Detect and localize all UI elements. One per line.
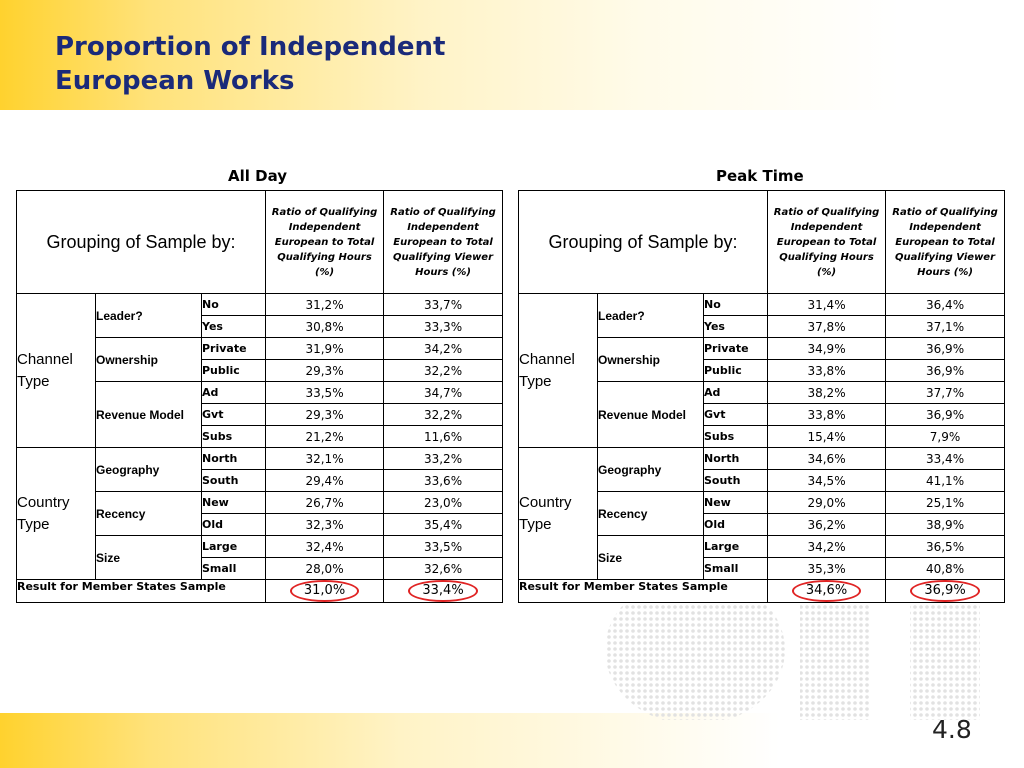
value-cell: 33,4% <box>886 448 1005 470</box>
value-cell: 34,2% <box>384 338 503 360</box>
row-label-yes: Yes <box>704 316 768 338</box>
value-cell: 28,0% <box>266 558 384 580</box>
row-label-old: Old <box>202 514 266 536</box>
slide-number: 4.8 <box>932 715 972 744</box>
value-cell: 29,3% <box>266 360 384 382</box>
value-cell: 29,0% <box>768 492 886 514</box>
value-cell: 32,4% <box>266 536 384 558</box>
value-cell: 35,3% <box>768 558 886 580</box>
value-cell: 33,3% <box>384 316 503 338</box>
value-cell: 33,5% <box>266 382 384 404</box>
circled-result-value: 34,6% <box>792 580 861 602</box>
circled-result-value: 33,4% <box>408 580 477 602</box>
slide-title-line-2: European Works <box>55 66 295 96</box>
row-label-subs: Subs <box>704 426 768 448</box>
slide-title-line-1: Proportion of Independent <box>55 32 446 62</box>
slide-title <box>55 30 445 98</box>
result-row <box>519 580 1005 603</box>
row-label-no: No <box>704 294 768 316</box>
country-type-label: Country Type <box>17 448 96 580</box>
value-cell: 32,6% <box>384 558 503 580</box>
value-cell: 32,3% <box>266 514 384 536</box>
table-row <box>17 294 503 316</box>
ratio-viewer-hours-header: Ratio of Qualifying Independent European to Total Qualifying Viewer Hours (%) <box>886 191 1005 294</box>
value-cell: 36,9% <box>886 360 1005 382</box>
value-cell: 31,2% <box>266 294 384 316</box>
value-cell: 33,5% <box>384 536 503 558</box>
value-cell: 34,2% <box>768 536 886 558</box>
value-cell: 15,4% <box>768 426 886 448</box>
value-cell: 36,9% <box>886 338 1005 360</box>
value-cell: 36,2% <box>768 514 886 536</box>
value-cell: 37,7% <box>886 382 1005 404</box>
value-cell: 40,8% <box>886 558 1005 580</box>
result-label: Result for Member States Sample <box>17 580 266 603</box>
value-cell: 23,0% <box>384 492 503 514</box>
table-header-row <box>519 191 1005 294</box>
result-row <box>17 580 503 603</box>
row-label-large: Large <box>704 536 768 558</box>
row-label-old: Old <box>704 514 768 536</box>
value-cell: 36,4% <box>886 294 1005 316</box>
value-cell: 33,6% <box>384 470 503 492</box>
row-label-new: New <box>202 492 266 514</box>
size-label: Size <box>96 536 202 580</box>
leader-label: Leader? <box>96 294 202 338</box>
value-cell: 34,5% <box>768 470 886 492</box>
result-value-cell <box>266 580 384 603</box>
row-label-yes: Yes <box>202 316 266 338</box>
row-label-south: South <box>202 470 266 492</box>
row-label-public: Public <box>202 360 266 382</box>
value-cell: 36,5% <box>886 536 1005 558</box>
table-row <box>17 448 503 470</box>
recency-label: Recency <box>598 492 704 536</box>
row-label-small: Small <box>704 558 768 580</box>
country-type-label: Country Type <box>519 448 598 580</box>
table-header-row <box>17 191 503 294</box>
geography-label: Geography <box>598 448 704 492</box>
row-label-ad: Ad <box>202 382 266 404</box>
table-row <box>519 294 1005 316</box>
value-cell: 34,9% <box>768 338 886 360</box>
value-cell: 33,2% <box>384 448 503 470</box>
row-label-new: New <box>704 492 768 514</box>
value-cell: 25,1% <box>886 492 1005 514</box>
value-cell: 38,9% <box>886 514 1005 536</box>
circled-result-value: 31,0% <box>290 580 359 602</box>
result-value-cell <box>886 580 1005 603</box>
size-label: Size <box>598 536 704 580</box>
channel-type-label: Channel Type <box>17 294 96 448</box>
row-label-private: Private <box>704 338 768 360</box>
value-cell: 32,1% <box>266 448 384 470</box>
value-cell: 37,8% <box>768 316 886 338</box>
ratio-viewer-hours-header: Ratio of Qualifying Independent European to Total Qualifying Viewer Hours (%) <box>384 191 503 294</box>
grouping-header: Grouping of Sample by: <box>17 191 266 294</box>
value-cell: 35,4% <box>384 514 503 536</box>
row-label-public: Public <box>704 360 768 382</box>
row-label-large: Large <box>202 536 266 558</box>
row-label-ad: Ad <box>704 382 768 404</box>
value-cell: 21,2% <box>266 426 384 448</box>
value-cell: 41,1% <box>886 470 1005 492</box>
value-cell: 36,9% <box>886 404 1005 426</box>
revenue-model-label: Revenue Model <box>598 382 704 448</box>
value-cell: 7,9% <box>886 426 1005 448</box>
row-label-subs: Subs <box>202 426 266 448</box>
ownership-label: Ownership <box>598 338 704 382</box>
grouping-header: Grouping of Sample by: <box>519 191 768 294</box>
peak-time-table <box>518 190 1005 603</box>
value-cell: 29,4% <box>266 470 384 492</box>
circled-result-value: 36,9% <box>910 580 979 602</box>
all-day-heading: All Day <box>228 167 288 185</box>
geography-label: Geography <box>96 448 202 492</box>
value-cell: 29,3% <box>266 404 384 426</box>
recency-label: Recency <box>96 492 202 536</box>
value-cell: 30,8% <box>266 316 384 338</box>
row-label-north: North <box>704 448 768 470</box>
value-cell: 34,6% <box>768 448 886 470</box>
row-label-private: Private <box>202 338 266 360</box>
ratio-hours-header: Ratio of Qualifying Independent European to Total Qualifying Hours (%) <box>266 191 384 294</box>
row-label-gvt: Gvt <box>202 404 266 426</box>
value-cell: 31,4% <box>768 294 886 316</box>
result-value-cell <box>768 580 886 603</box>
revenue-model-label: Revenue Model <box>96 382 202 448</box>
bottom-decorative-band <box>0 713 1024 768</box>
value-cell: 33,8% <box>768 360 886 382</box>
leader-label: Leader? <box>598 294 704 338</box>
value-cell: 37,1% <box>886 316 1005 338</box>
value-cell: 32,2% <box>384 360 503 382</box>
value-cell: 33,8% <box>768 404 886 426</box>
channel-type-label: Channel Type <box>519 294 598 448</box>
table-row <box>519 448 1005 470</box>
ownership-label: Ownership <box>96 338 202 382</box>
ratio-hours-header: Ratio of Qualifying Independent European to Total Qualifying Hours (%) <box>768 191 886 294</box>
row-label-small: Small <box>202 558 266 580</box>
value-cell: 32,2% <box>384 404 503 426</box>
value-cell: 31,9% <box>266 338 384 360</box>
value-cell: 11,6% <box>384 426 503 448</box>
row-label-north: North <box>202 448 266 470</box>
row-label-gvt: Gvt <box>704 404 768 426</box>
value-cell: 26,7% <box>266 492 384 514</box>
all-day-table <box>16 190 503 603</box>
value-cell: 38,2% <box>768 382 886 404</box>
result-value-cell <box>384 580 503 603</box>
value-cell: 34,7% <box>384 382 503 404</box>
value-cell: 33,7% <box>384 294 503 316</box>
row-label-no: No <box>202 294 266 316</box>
peak-time-heading: Peak Time <box>716 167 804 185</box>
row-label-south: South <box>704 470 768 492</box>
result-label: Result for Member States Sample <box>519 580 768 603</box>
